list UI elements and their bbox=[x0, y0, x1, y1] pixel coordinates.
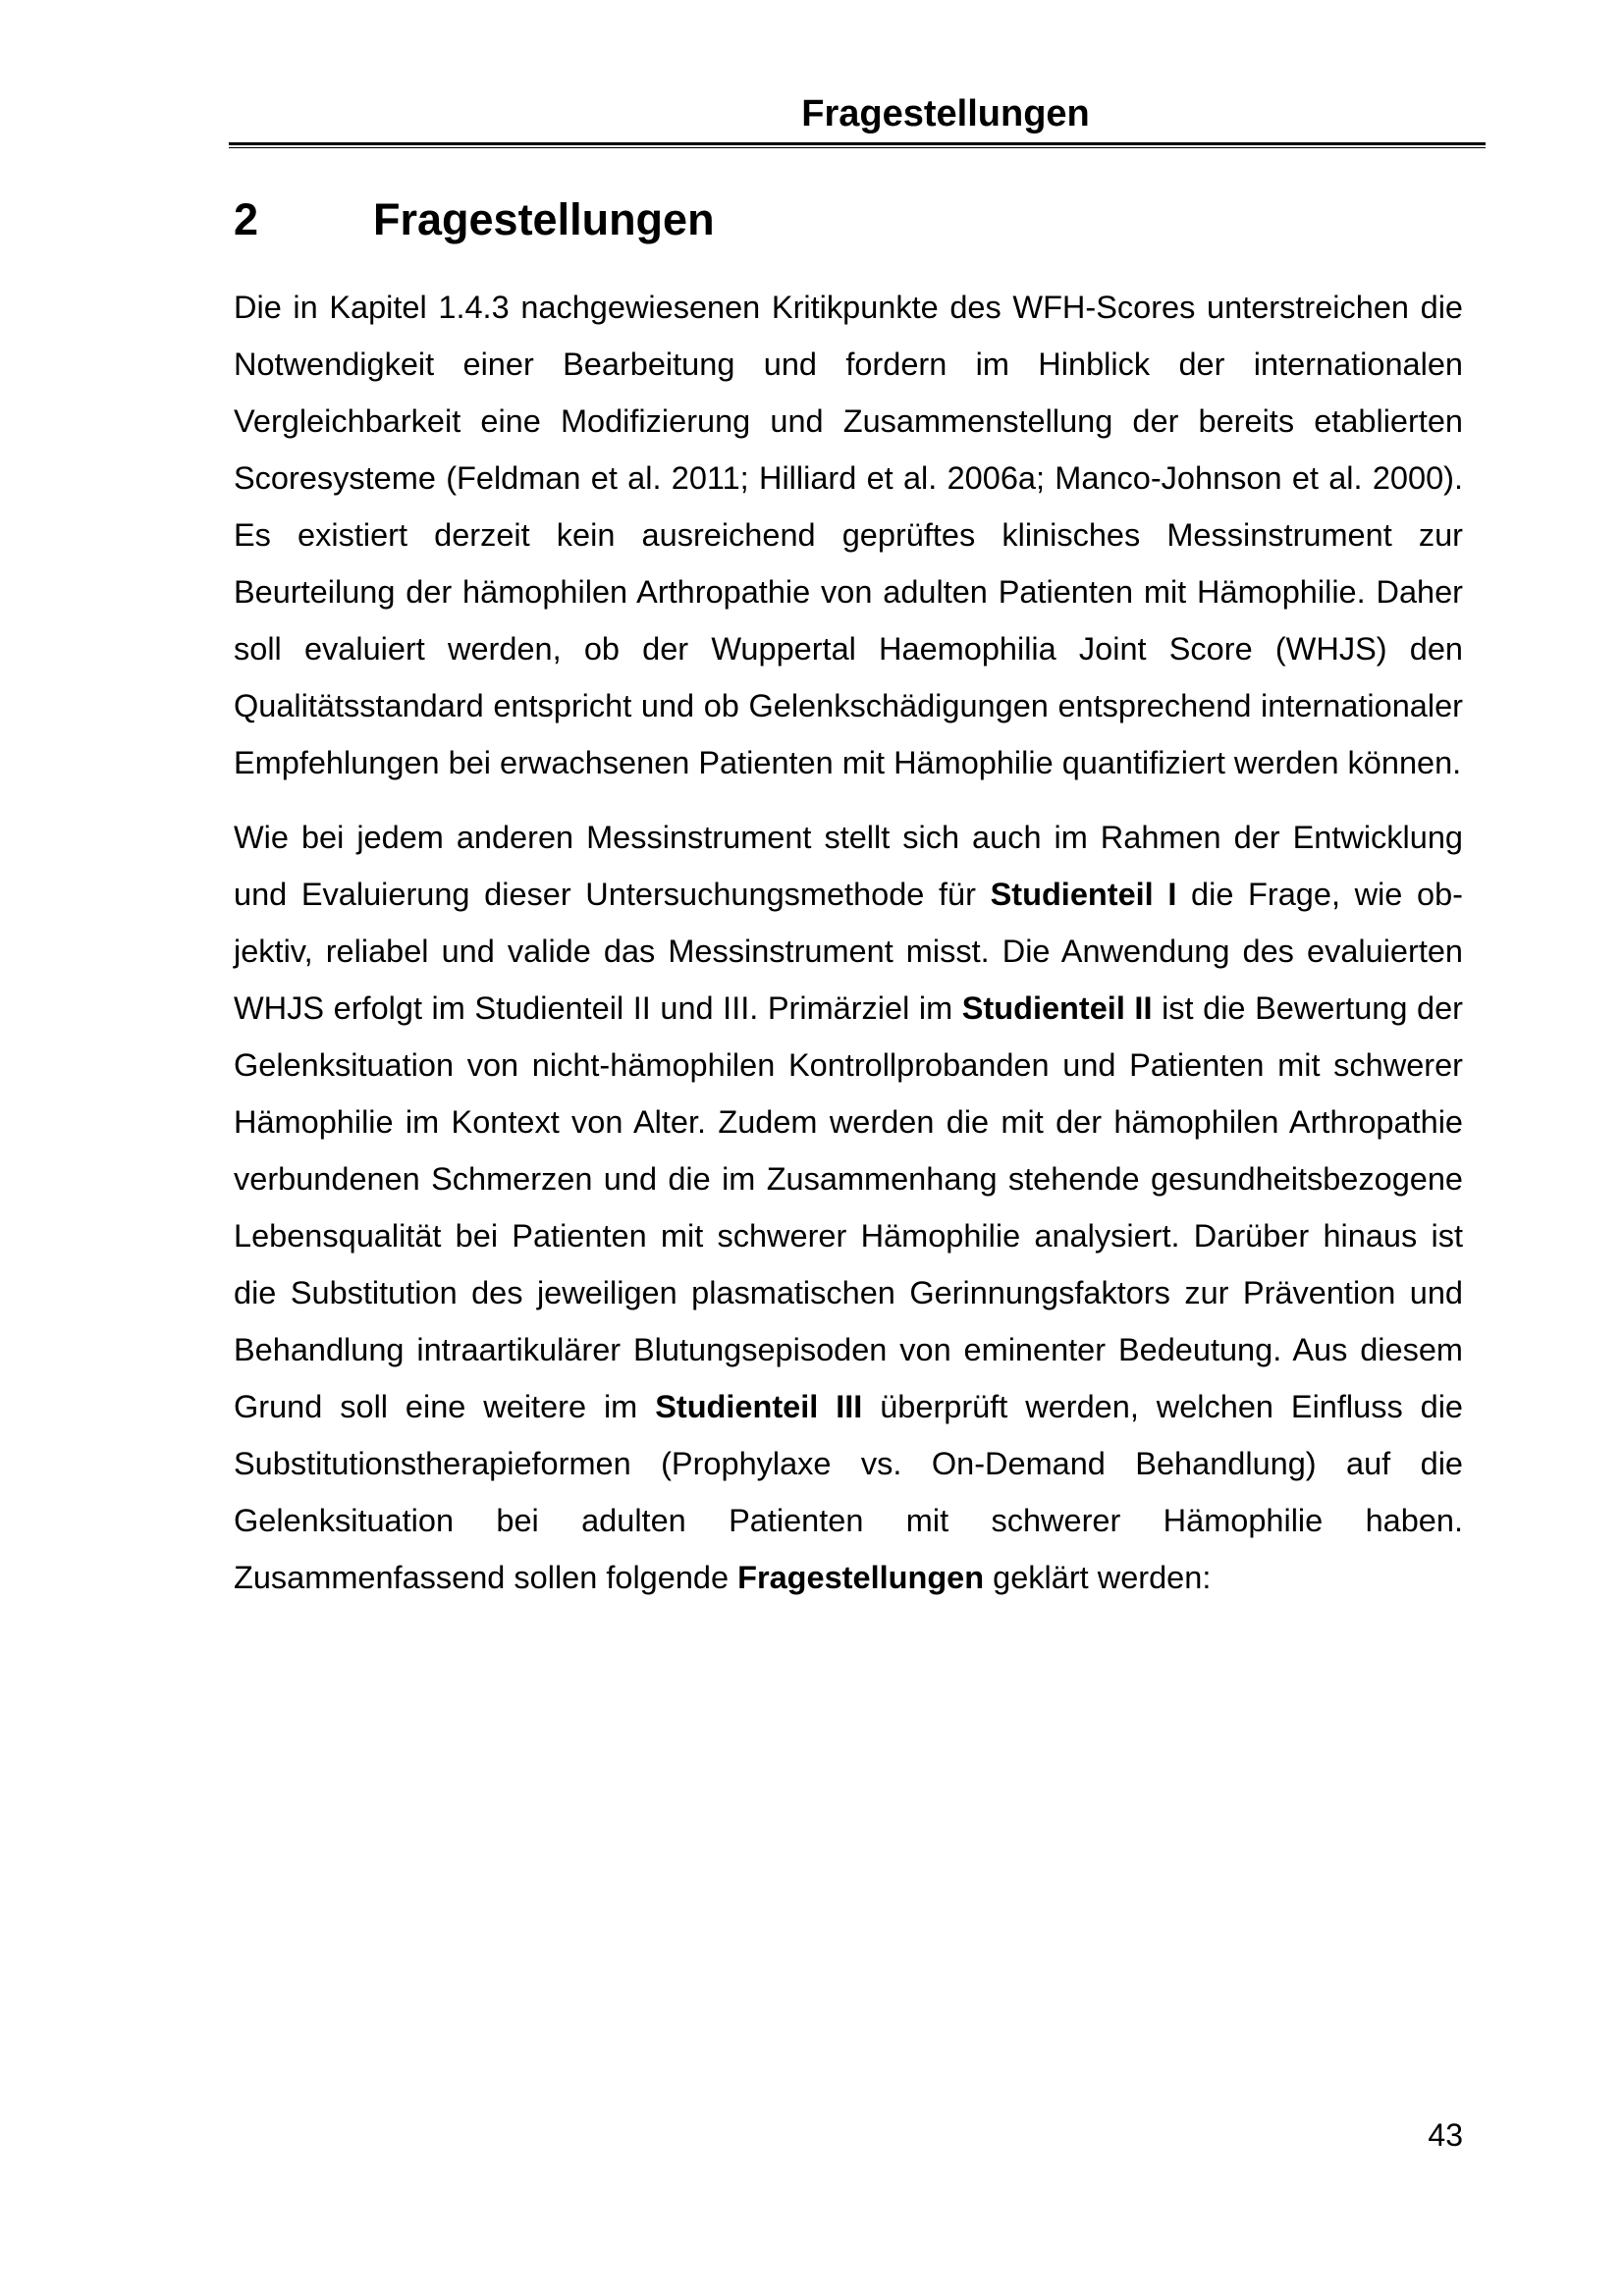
paragraph-2-text-1: Wie bei jedem anderen Messinstrument stellt sich auch im Rahmen der Entwicklung und Evaluierung dieser Untersuchungsmethode für bbox=[234, 820, 1463, 912]
body-text bbox=[234, 279, 1463, 1606]
header-rule bbox=[229, 142, 1486, 145]
paragraph-2 bbox=[234, 809, 1463, 1606]
studienteil-2-term: Studienteil II bbox=[961, 990, 1153, 1026]
paragraph-2-text-4: überprüft werden, welchen Einfluss die Substitutionstherapieformen (Prophylaxe vs. On-Demand Behandlung) auf die Gelenksituation bei adulten Patienten mit schwerer Hämophilie haben. Zusammenfassend sollen folgende bbox=[234, 1389, 1463, 1595]
studienteil-1-term: Studienteil I bbox=[990, 877, 1177, 912]
studienteil-3-term: Studienteil III bbox=[655, 1389, 863, 1424]
header-rule-thin bbox=[229, 147, 1486, 148]
paragraph-2-text-3: ist die Bewertung der Gelenksituation von nicht-hämophilen Kontrollprobanden und Patienten mit schwerer Hämophilie im Kontext von Alter. Zudem werden die mit der hämophilen Arthropathie verbundenen Schmerzen und die im Zusammenhang stehende gesundheitsbezogene Lebensqualität bei Patienten mit schwerer Hämophilie analysiert. Darüber hinaus ist die Substitution des jeweiligen plasmatischen Gerinnungsfaktors zur Prävention und Behandlung intraartikulärer Blutungsepisoden von eminenter Bedeutung. Aus diesem Grund soll eine weitere im bbox=[234, 990, 1463, 1424]
page-number: 43 bbox=[1428, 2117, 1463, 2153]
paragraph-1: Die in Kapitel 1.4.3 nachgewiesenen Kritikpunkte des WFH-Scores unterstreichen die Notwendigkeit einer Bearbeitung und fordern im Hinblick der internationalen Vergleichbarkeit eine Modifizierung und Zusammenstellung der bereits etablierten Scoresysteme (Feldman et al. 2011; Hilliard et al. 2006a; Manco-Johnson et al. 2000). Es existiert derzeit kein ausreichend geprüftes klinisches Messinstrument zur Beurteilung der hämophilen Arthropathie von adulten Patienten mit Hämophilie. Daher soll evaluiert werden, ob der Wuppertal Haemophilia Joint Score (WHJS) den Qualitätsstandard entspricht und ob Gelenkschädigungen entsprechend internationaler Empfehlungen bei erwachsenen Patienten mit Hämophilie quantifiziert werden können. bbox=[234, 290, 1463, 780]
running-header-title: Fragestellungen bbox=[801, 93, 1090, 134]
chapter-title: Fragestellungen bbox=[373, 194, 715, 244]
chapter-number: 2 bbox=[234, 194, 259, 244]
paragraph-2-text-5: geklärt werden: bbox=[984, 1560, 1212, 1595]
fragestellungen-term: Fragestellungen bbox=[737, 1560, 985, 1595]
paragraph-2-text-2: die Frage, wie objektiv, reliabel und valide das Messinstrument misst. Die Anwendung des evaluierten WHJS erfolgt im Studienteil II und III. Primärziel im bbox=[234, 877, 1463, 1026]
chapter-heading bbox=[234, 192, 715, 247]
